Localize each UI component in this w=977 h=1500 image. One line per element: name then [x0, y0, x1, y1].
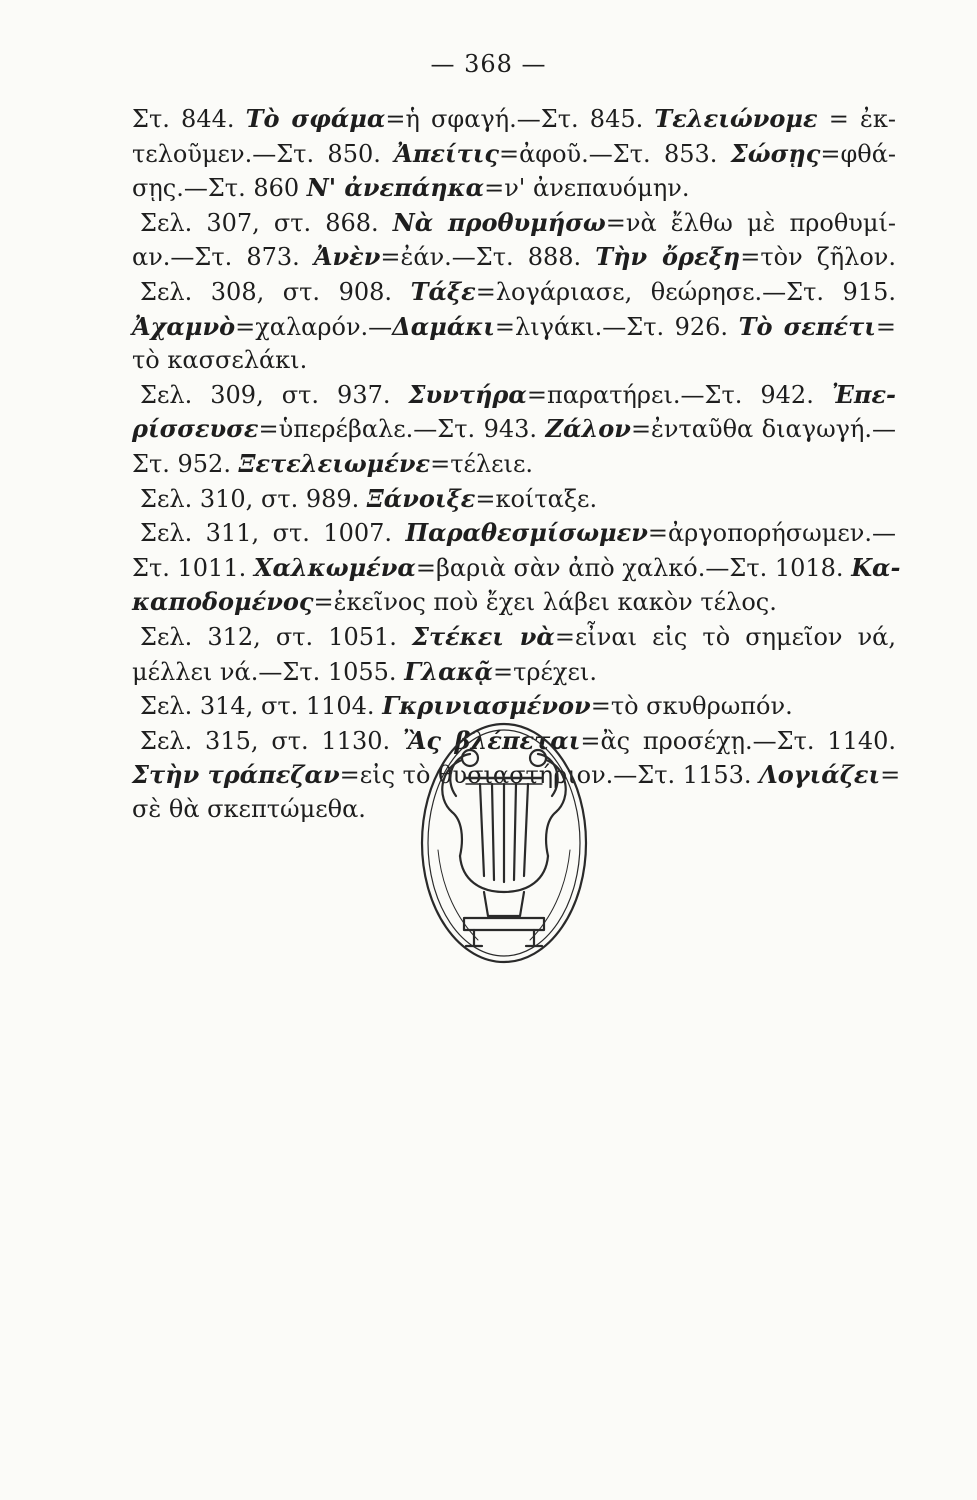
headword: Νὰ προθυμήσω — [392, 207, 606, 237]
text-line — [132, 447, 896, 482]
gloss-text: μέλλει νά.—Στ. 1055. — [132, 657, 405, 686]
gloss-text: Σελ. 311, στ. 1007. — [140, 519, 406, 548]
headword: Ἀνὲν — [313, 242, 381, 272]
headword: Σώσῃς — [730, 138, 821, 168]
gloss-text: Σελ. 307, στ. 868. — [140, 208, 393, 237]
headword: Τελειώνομε — [654, 104, 818, 133]
text-line — [132, 206, 896, 241]
headword: Στέκει νὰ — [412, 621, 555, 651]
gloss-text: =ἀργοπορήσωμεν.— — [647, 519, 896, 548]
gloss-text: =ν' ἀνεπαυόμην. — [484, 174, 690, 203]
gloss-text: =ἂς προσέχῃ.—Στ. 1140. — [580, 726, 896, 755]
gloss-text: =ἐκεῖνος ποὺ ἔχει λάβει κακὸν τέλος. — [313, 588, 777, 617]
gloss-text: =τὸ σκυθρωπόν. — [590, 692, 793, 721]
gloss-text: =ὑπερέβαλε.—Στ. 943. — [258, 415, 546, 444]
headword: Στὴν τράπεζαν — [132, 760, 340, 790]
gloss-text: σὲ θὰ σκεπτώμεθα. — [132, 794, 366, 823]
gloss-text: =λογάριασε, θεώρησε.—Στ. 915. — [475, 277, 896, 306]
text-line — [132, 171, 896, 206]
headword: Ἐπε- — [831, 379, 897, 409]
headword: Δαμάκι — [392, 311, 495, 341]
gloss-text: =λιγάκι.—Στ. 926. — [494, 312, 739, 341]
gloss-text: Σελ. 314, στ. 1104. — [140, 692, 383, 721]
text-line — [132, 137, 896, 172]
headword: Ἀπείτις — [394, 138, 499, 168]
headword: καποδομένος — [132, 587, 314, 617]
gloss-text: =βαριὰ σὰν ἀπὸ χαλκό.—Στ. 1018. — [415, 553, 852, 582]
headword: Συντήρα — [408, 379, 527, 409]
headword: Ζάλον — [545, 414, 631, 444]
headword: Λογιάζει — [759, 760, 881, 790]
gloss-text: Στ. 952. — [132, 449, 239, 478]
text-line — [132, 102, 896, 137]
gloss-text: = ἐκ- — [817, 105, 896, 133]
gloss-text: = — [880, 761, 901, 790]
gloss-text: =ἡ σφαγή.—Στ. 845. — [385, 105, 655, 133]
gloss-text: =ἐνταῦθα διαγωγή.— — [630, 415, 896, 444]
gloss-text: Σελ. 312, στ. 1051. — [140, 622, 412, 651]
gloss-text: =ἐάν.—Στ. 888. — [380, 243, 596, 272]
text-line — [132, 275, 896, 310]
gloss-text: =τρέχει. — [493, 657, 597, 686]
gloss-text: =εἰς τὸ θυσιαστήριον.—Στ. 1153. — [339, 761, 760, 790]
gloss-text: =εἶναι εἰς τὸ σημεῖον νά, — [554, 622, 896, 651]
headword: Τάξε — [410, 276, 476, 306]
headword: Ἂς βλέπεται — [402, 725, 581, 755]
text-line — [132, 412, 896, 447]
text-line — [132, 516, 896, 551]
headword: Κα- — [851, 552, 901, 582]
gloss-text: =τέλειε. — [430, 449, 534, 478]
headword: Παραθεσμίσωμεν — [405, 518, 648, 548]
text-line — [132, 344, 896, 378]
gloss-text: Σελ. 308, στ. 908. — [140, 277, 411, 306]
headword: Γκρινιασμένον — [382, 691, 591, 721]
headword: Χαλκωμένα — [253, 552, 416, 582]
gloss-text: Σελ. 315, στ. 1130. — [140, 726, 403, 755]
headword: Ν' ἀνεπάηκα — [306, 173, 485, 203]
lyre-vignette — [418, 720, 590, 966]
gloss-text: =χαλαρόν.— — [235, 312, 393, 341]
gloss-text: Στ. 1011. — [132, 553, 254, 582]
text-line — [132, 240, 896, 275]
gloss-text: =φθά- — [820, 139, 897, 168]
text-line — [132, 689, 896, 724]
text-line — [132, 482, 896, 517]
text-line — [132, 655, 896, 690]
gloss-text: =ἀφοῦ.—Στ. 853. — [498, 139, 731, 168]
gloss-text: = — [875, 312, 896, 341]
headword: Τὸ σφάμα — [245, 104, 386, 133]
text-line — [132, 310, 896, 345]
gloss-text: Σελ. 309, στ. 937. — [140, 380, 409, 409]
page-number: — 368 — — [430, 50, 547, 78]
text-line — [132, 585, 896, 620]
gloss-text: σῃς.—Στ. 860 — [132, 174, 307, 203]
gloss-text: τὸ κασσελάκι. — [132, 346, 308, 375]
gloss-text: =τὸν ζῆλον. — [740, 243, 896, 272]
text-line — [132, 378, 896, 413]
gloss-text: Στ. 844. — [132, 105, 246, 133]
headword: Τὸ σεπέτι — [738, 311, 876, 341]
gloss-text: Σελ. 310, στ. 989. — [140, 484, 367, 513]
text-line — [132, 551, 901, 586]
gloss-text: =νὰ ἔλθω μὲ προθυμί- — [605, 208, 896, 237]
gloss-text: =κοίταξε. — [475, 484, 598, 513]
headword: Γλακᾷ — [404, 656, 493, 686]
headword: ρίσσευσε — [132, 414, 259, 444]
gloss-text: =παρατήρει.—Στ. 942. — [526, 380, 832, 409]
notes-text-block — [132, 102, 901, 826]
headword: Τὴν ὄρεξη — [595, 242, 741, 272]
headword: Ξετελειωμένε — [238, 448, 431, 478]
headword: Ἀχαμνὸ — [132, 311, 236, 341]
headword: Ξάνοιξε — [366, 483, 476, 513]
gloss-text: τελοῦμεν.—Στ. 850. — [132, 139, 395, 168]
gloss-text: αν.—Στ. 873. — [132, 243, 314, 272]
text-line — [132, 620, 896, 655]
